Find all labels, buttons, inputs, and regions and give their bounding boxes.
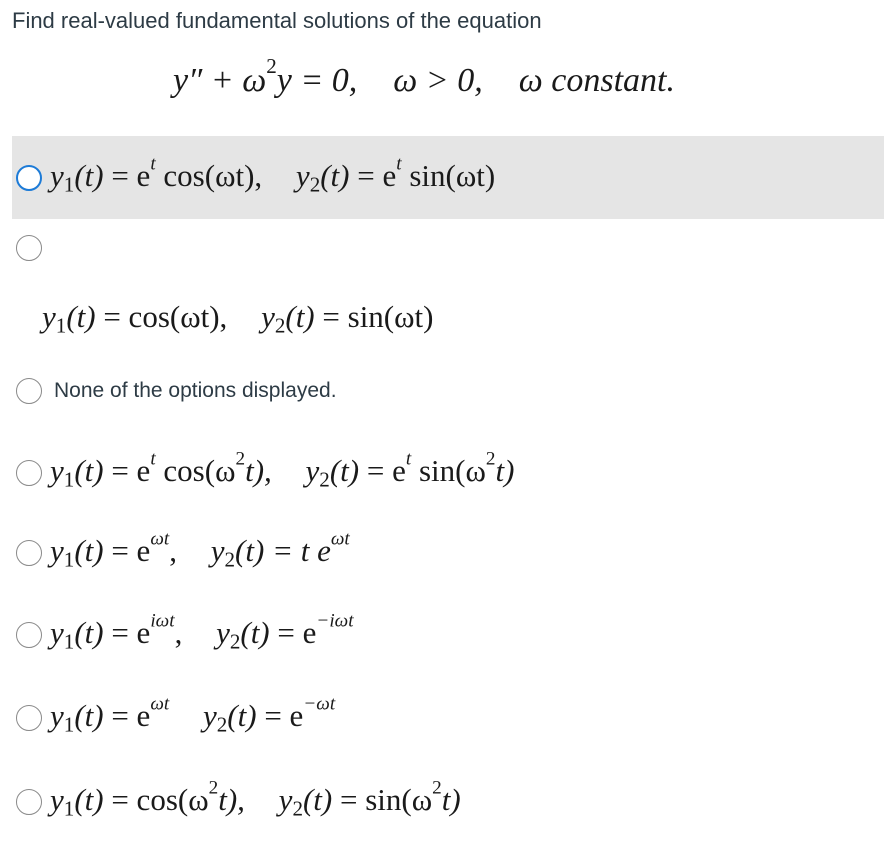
y2-expr: = sin(ω <box>340 782 433 818</box>
y2-expr: = e <box>366 453 406 489</box>
answer-option-4[interactable] <box>12 448 884 498</box>
y2-exp: ωt <box>330 529 350 551</box>
y1-symbol: y <box>50 782 64 818</box>
y1-exp: ωt <box>150 694 170 716</box>
y2-arg: (t) <box>320 157 350 193</box>
y2-symbol: y <box>295 157 310 193</box>
y1-exp2: 2 <box>235 449 246 471</box>
y2-symbol: y <box>202 698 217 734</box>
y1-exp: 2 <box>208 778 219 800</box>
y2-exp2: 2 <box>485 449 496 471</box>
y1-exp: t <box>150 153 156 175</box>
y1-expr: = e <box>111 615 151 651</box>
y1-symbol: y <box>50 615 64 651</box>
answer-option-2[interactable] <box>12 233 884 263</box>
y2-expr: = sin(ωt) <box>322 299 434 335</box>
y1-subscript: 1 <box>63 467 75 492</box>
question-prompt: Find real-valued fundamental solutions of the equation <box>12 8 542 33</box>
y1-arg: (t) <box>74 453 104 489</box>
option-text: None of the options displayed. <box>54 379 337 402</box>
y2-expr-tail: t) <box>441 782 461 818</box>
y2-arg: (t) <box>302 782 333 818</box>
y2-arg: (t) <box>285 299 315 335</box>
y2-arg: (t) <box>227 698 257 734</box>
y2-expr: = e <box>277 615 317 651</box>
option-3-math <box>42 299 433 338</box>
y2-expr-mid: sin(ω <box>411 453 486 489</box>
y1-expr-tail: t), <box>218 782 245 818</box>
y2-arg: (t) <box>240 615 270 651</box>
y1-subscript: 1 <box>55 313 67 338</box>
y2-symbol: y <box>305 453 320 489</box>
eq-lhs-left: y″ + ω <box>173 62 267 99</box>
y2-expr: = e <box>264 698 304 734</box>
y1-subscript: 1 <box>63 172 75 197</box>
radio-icon[interactable] <box>16 460 42 486</box>
radio-icon[interactable] <box>16 378 42 404</box>
eq-condition: ω > 0, <box>393 62 483 99</box>
y2-symbol: y <box>216 615 230 651</box>
option-1-math <box>50 153 496 197</box>
y2-subscript: 2 <box>224 547 236 572</box>
radio-icon[interactable] <box>16 540 42 566</box>
y1-arg: (t) <box>74 782 104 818</box>
y1-arg: (t) <box>74 615 104 651</box>
y2-expr: = e <box>357 157 397 193</box>
y1-arg: (t) <box>74 698 104 734</box>
y1-symbol: y <box>50 453 64 489</box>
y2-subscript: 2 <box>319 467 330 492</box>
y2-exp: −iωt <box>316 611 354 633</box>
y1-subscript: 1 <box>63 629 75 654</box>
radio-icon[interactable] <box>16 705 42 731</box>
y1-exp: iωt <box>150 611 175 633</box>
y2-exp: −ωt <box>303 694 336 716</box>
y2-arg: (t) <box>235 533 265 569</box>
y2-exp: t <box>405 449 412 471</box>
answer-option-none[interactable] <box>12 376 884 406</box>
y1-expr: = e <box>111 533 151 569</box>
answer-option-7[interactable] <box>12 693 884 743</box>
y1-arg: (t) <box>74 157 104 193</box>
option-4-math <box>50 449 515 492</box>
y1-expr-tail: t), <box>245 453 272 489</box>
answer-option-2-math-line <box>12 294 884 344</box>
y2-arg: (t) <box>329 453 360 489</box>
answer-option-6[interactable] <box>12 610 884 660</box>
y2-symbol: y <box>210 533 225 569</box>
y1-symbol: y <box>42 299 56 335</box>
option-6-math <box>50 611 354 654</box>
eq-constant-note: ω constant. <box>518 62 675 99</box>
y1-expr: = cos(ω <box>111 782 209 818</box>
y1-symbol: y <box>50 157 64 193</box>
eq-lhs-right: y = 0, <box>276 62 358 99</box>
y2-expr: = t e <box>272 533 331 569</box>
y2-subscript: 2 <box>274 313 286 338</box>
y1-expr-tail: , <box>169 533 177 569</box>
y1-exp: t <box>150 449 156 471</box>
y1-exp: ωt <box>150 529 170 551</box>
differential-equation <box>173 54 675 100</box>
y1-arg: (t) <box>66 299 96 335</box>
y1-expr-tail: cos(ωt), <box>155 157 263 193</box>
y1-expr-tail: , <box>174 615 183 651</box>
y1-symbol: y <box>50 698 64 734</box>
y1-symbol: y <box>50 533 64 569</box>
option-5-math <box>50 529 350 572</box>
radio-icon[interactable] <box>16 622 42 648</box>
answer-option-1[interactable] <box>12 136 884 219</box>
option-8-math <box>50 778 461 821</box>
y1-expr: = e <box>111 157 151 193</box>
y1-expr: = e <box>111 453 151 489</box>
y2-exp: t <box>396 153 402 175</box>
answer-option-8[interactable] <box>12 777 884 827</box>
y1-subscript: 1 <box>63 547 75 572</box>
y2-symbol: y <box>261 299 275 335</box>
radio-selected-icon[interactable] <box>16 165 42 191</box>
radio-icon[interactable] <box>16 789 42 815</box>
option-7-math <box>50 694 336 737</box>
y1-subscript: 1 <box>63 796 75 821</box>
radio-icon[interactable] <box>16 235 42 261</box>
y2-subscript: 2 <box>309 172 321 197</box>
y1-arg: (t) <box>74 533 104 569</box>
y2-exp: 2 <box>432 778 442 800</box>
y1-expr: = cos(ωt), <box>103 299 228 335</box>
answer-option-5[interactable] <box>12 528 884 578</box>
y1-expr-mid: cos(ω <box>155 453 236 489</box>
y2-expr-tail: t) <box>495 453 515 489</box>
y2-subscript: 2 <box>292 796 303 821</box>
y2-subscript: 2 <box>216 712 228 737</box>
y2-expr-tail: sin(ωt) <box>401 157 496 193</box>
y2-symbol: y <box>278 782 293 818</box>
y1-expr: = e <box>111 698 151 734</box>
eq-lhs-exponent: 2 <box>266 54 277 79</box>
y2-subscript: 2 <box>229 629 241 654</box>
y1-subscript: 1 <box>63 712 75 737</box>
